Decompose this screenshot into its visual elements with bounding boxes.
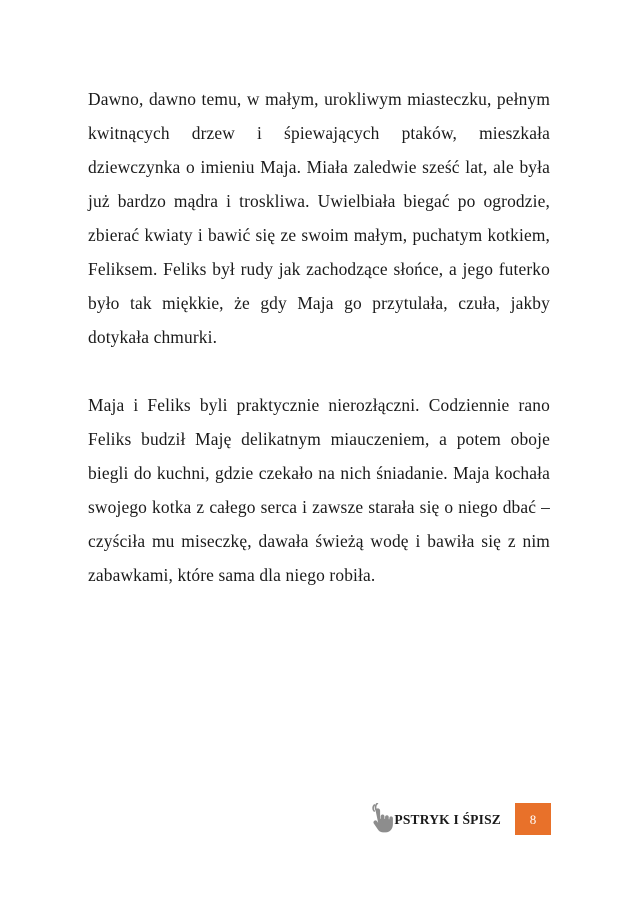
- page-number-badge: [515, 803, 551, 835]
- page-body: [88, 82, 550, 592]
- footer-brand-label: PSTRYK I ŚPISZ: [394, 812, 501, 828]
- body-paragraph: Maja i Feliks byli praktycznie nierozłączni. Codziennie rano Feliks budził Maję delikatnym miauczeniem, a potem oboje biegli do kuchni, gdzie czekało na nich śniadanie. Maja kochała swojego kotka z całego serca i zawsze starała się o niego dbać – czyściła mu miseczkę, dawała świeżą wodę i bawiła się z nim zabawkami, które sama dla niego robiła.: [88, 395, 550, 585]
- page-number-text: 8: [529, 811, 537, 827]
- body-paragraph: Dawno, dawno temu, w małym, urokliwym miasteczku, pełnym kwitnących drzew i śpiewających ptaków, mieszkała dziewczynka o imieniu Maja. Miała zaledwie sześć lat, ale była już bardzo mądra i troskliwa. Uwielbiała biegać po ogrodzie, zbierać kwiaty i bawić się ze swoim małym, puchatym kotkiem, Feliksem. Feliks był rudy jak zachodzące słońce, a jego futerko było tak miękkie, że gdy Maja go przytulała, czuła, jakby dotykała chmurki.: [88, 89, 550, 347]
- tap-hand-icon: [367, 803, 393, 835]
- footer-brand-group: [367, 798, 551, 840]
- page-footer: [0, 798, 637, 840]
